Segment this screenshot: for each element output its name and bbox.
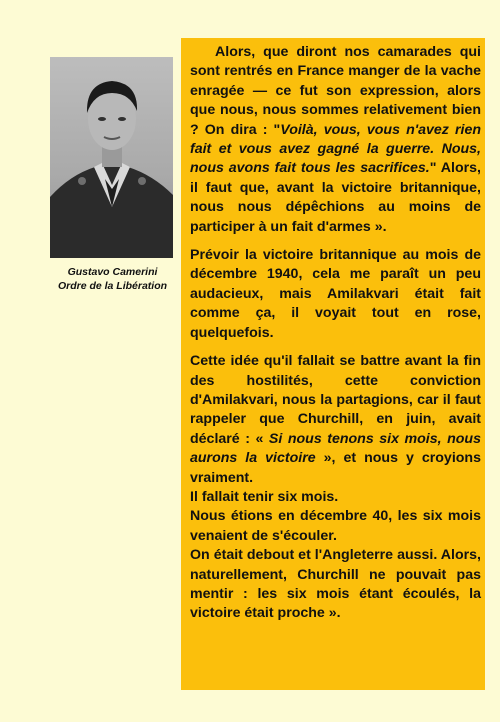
portrait-photo	[50, 57, 173, 258]
paragraph-3-part-a: Cette idée qu'il fallait se battre avant la fin des hostilités, cette conviction d'Amilakvari, nous la partagions, car il faut rappeler que Churchill, en juin, avait déclaré : «	[190, 353, 481, 447]
caption-name: Gustavo Camerini	[67, 266, 158, 278]
paragraph-1-quote: Voilà, vous, vous n'avez rien fait et vous avez gagné la guerre. Nous, nous avons fait tous les sacrifices.	[190, 121, 481, 177]
photo-caption	[40, 265, 185, 293]
quote-text-box	[181, 38, 485, 690]
paragraph-1-part-c: " Alors, il faut que, avant la victoire britannique, nous nous dépêchions au moins de participer à un fait d'armes ».	[190, 160, 481, 235]
paragraph-3	[190, 352, 481, 488]
paragraph-1	[190, 43, 481, 237]
caption-order: Ordre de la Libération	[57, 280, 168, 292]
paragraph-1-part-a: Alors, que diront nos camarades qui sont rentrés en France manger de la vache enragée — ce fut son expression, alors que nous, nous sommes relativement bien ? On dira : "	[190, 44, 481, 138]
paragraph-6: On était debout et l'Angleterre aussi. Alors, naturellement, Churchill ne pouvait pas mentir : les six mois étant écoulés, la victoire était proche ».	[190, 547, 481, 622]
portrait-illustration	[50, 57, 173, 258]
paragraph-2: Prévoir la victoire britannique au mois de décembre 1940, cela me paraît un peu audacieux, mais Amilakvari était fait comme ça, il voyait tout en rose, quelquefois.	[190, 247, 481, 341]
paragraph-3-quote: Si nous tenons six mois, nous aurons la victoire	[190, 430, 481, 467]
paragraph-4: Il fallait tenir six mois.	[190, 488, 339, 505]
paragraph-3-part-c: », et nous y croyions vraiment.	[190, 450, 481, 486]
paragraph-5: Nous étions en décembre 40, les six mois venaient de s'écouler.	[190, 508, 481, 544]
